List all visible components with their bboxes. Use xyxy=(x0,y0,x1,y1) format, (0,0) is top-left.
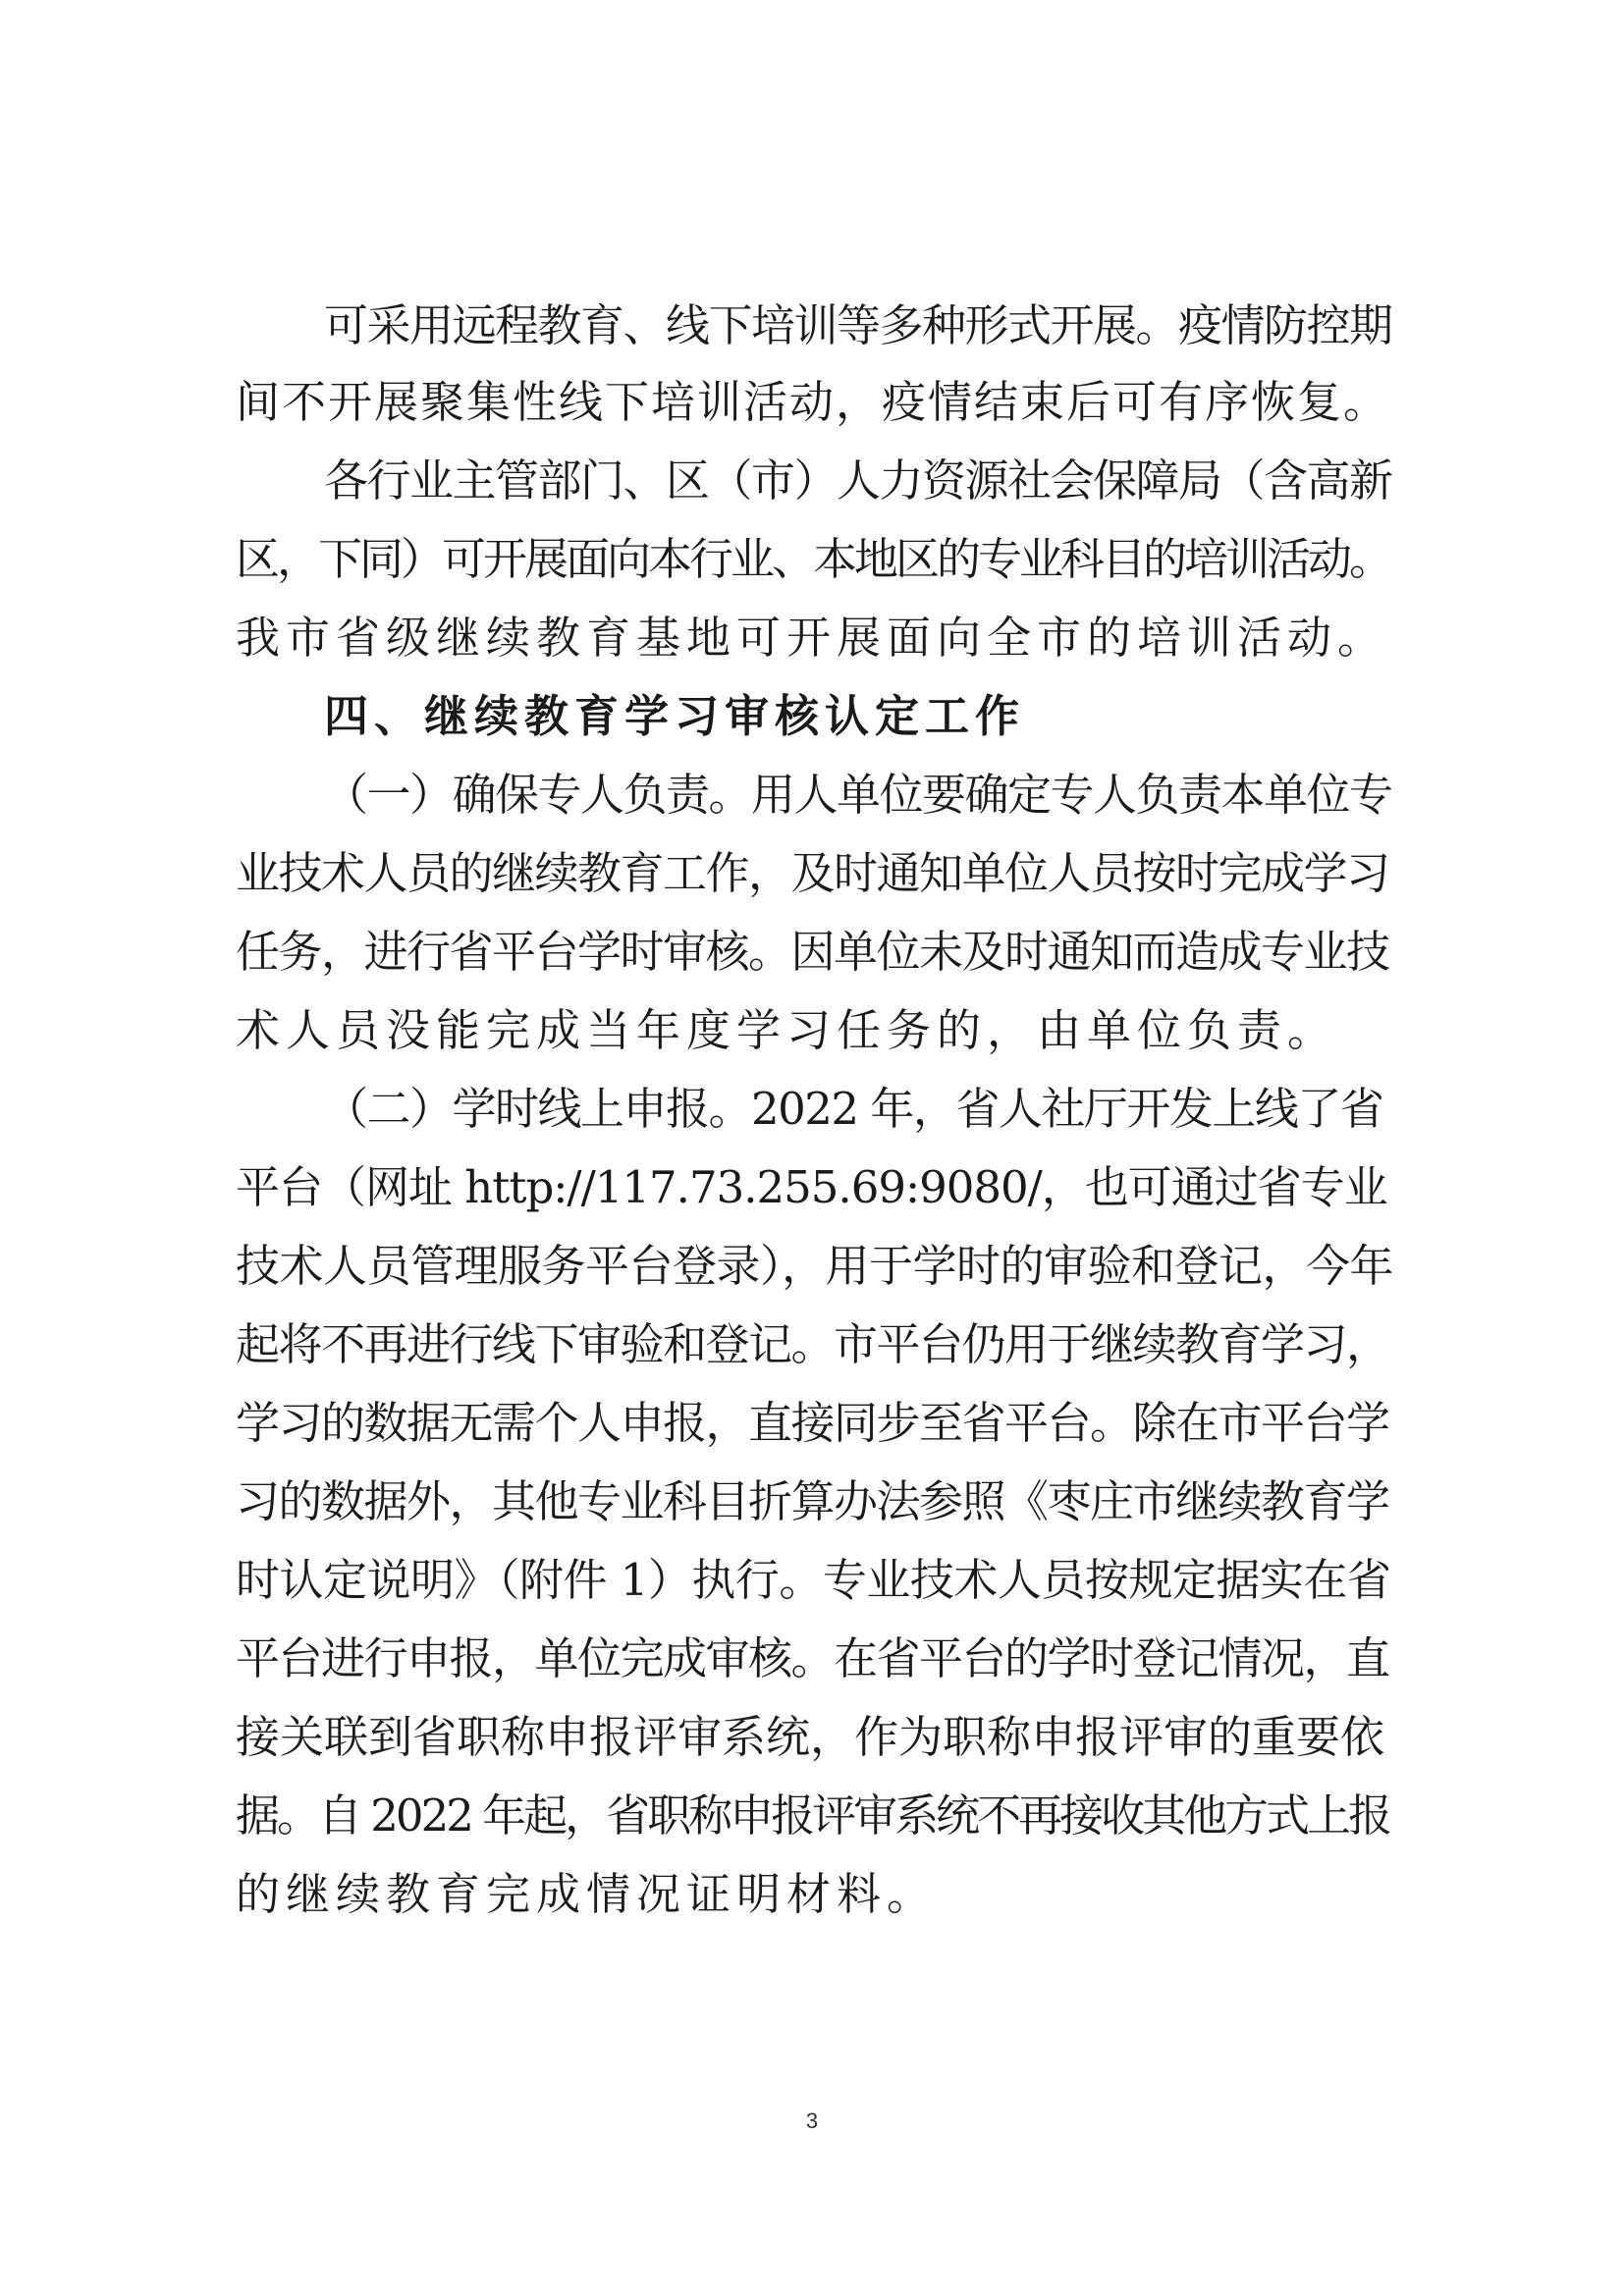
text-line: 的继续教育完成情况证明材料。 xyxy=(236,1868,938,1920)
text-line: 学习的数据无需个人申报，直接同步至省平台。除在市平台学 xyxy=(236,1397,1389,1449)
text-line: 间不开展聚集性线下培训活动，疫情结束后可有序恢复。 xyxy=(236,376,1390,428)
text-line: 术人员没能完成当年度学习任务的，由单位负责。 xyxy=(236,1004,1338,1056)
text-line: （二）学时线上申报。2022 年，省人社厅开发上线了省 xyxy=(324,1083,1383,1135)
text-line: （一）确保专人负责。用人单位要确定专人负责本单位专 xyxy=(324,769,1392,821)
text-line: 任务，进行省平台学时审核。因单位未及时通知而造成专业技 xyxy=(236,926,1389,978)
text-line: 区，下同）可开展面向本行业、本地区的专业科目的培训活动。 xyxy=(236,533,1391,585)
text-line: 我市省级继续教育基地可开展面向全市的培训活动。 xyxy=(236,612,1388,664)
section-heading: 四、继续教育学习审核认定工作 xyxy=(324,690,1026,742)
text-line: 可采用远程教育、线下培训等多种形式开展。疫情防控期 xyxy=(324,299,1392,351)
text-line: 习的数据外，其他专业科目折算办法参照《枣庄市继续教育学 xyxy=(236,1475,1389,1527)
text-line: 据。自 2022 年起，省职称申报评审系统不再接收其他方式上报 xyxy=(236,1789,1390,1842)
text-line: 起将不再进行线下审验和登记。市平台仍用于继续教育学习， xyxy=(236,1318,1389,1370)
text-line: 平台（网址 http://117.73.255.69:9080/，也可通过省专业 xyxy=(236,1161,1387,1213)
text-line: 技术人员管理服务平台登录），用于学时的审验和登记，今年 xyxy=(236,1240,1394,1292)
page-number: 3 xyxy=(805,2109,819,2133)
text-line: 接关联到省职称申报评审系统，作为职称申报评审的重要依 xyxy=(236,1711,1385,1763)
text-line: 业技术人员的继续教育工作，及时通知单位人员按时完成学习 xyxy=(236,847,1389,899)
text-line: 时认定说明》（附件 1）执行。专业技术人员按规定据实在省 xyxy=(236,1554,1391,1606)
text-line: 各行业主管部门、区（市）人力资源社会保障局（含高新 xyxy=(324,454,1392,507)
text-line: 平台进行申报，单位完成审核。在省平台的学时登记情况，直 xyxy=(236,1632,1389,1684)
